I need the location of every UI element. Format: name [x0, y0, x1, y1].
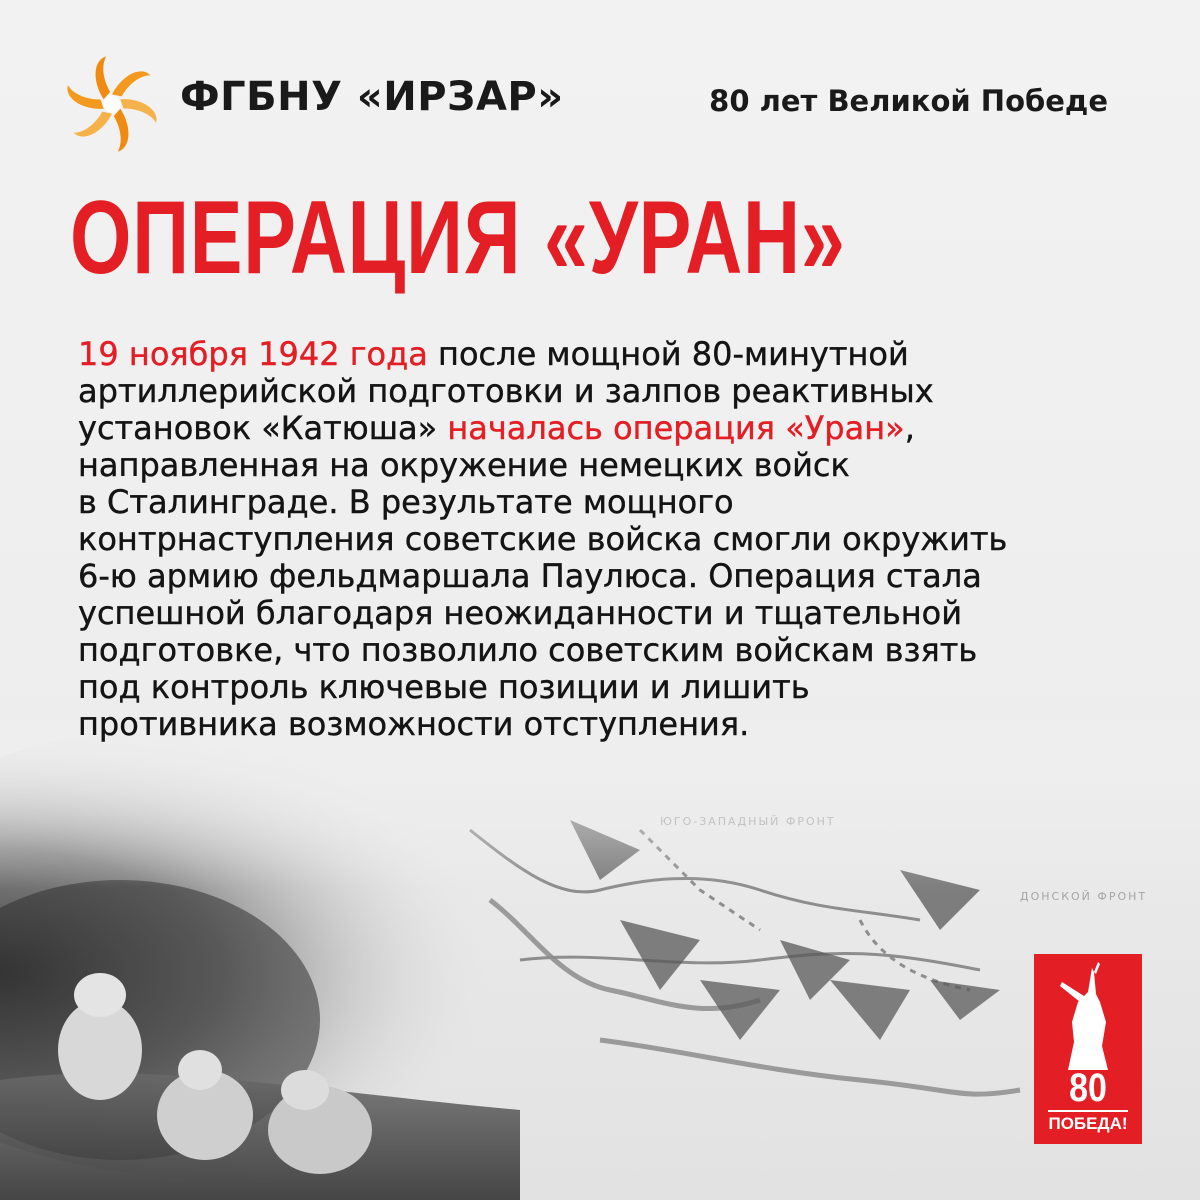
- background-map-photo: [0, 720, 1200, 1200]
- body-line: [78, 632, 1158, 669]
- badge-label: ПОБЕДА!: [1048, 1114, 1128, 1133]
- body-paragraph: [78, 336, 1158, 743]
- body-line: [78, 336, 1158, 373]
- body-text-segment: ,: [904, 409, 915, 447]
- body-text-segment: направленная на окружение немецких войск: [78, 446, 850, 484]
- body-line: [78, 521, 1158, 558]
- victory-80-badge: [1034, 954, 1142, 1144]
- body-line: [78, 410, 1158, 447]
- body-line: [78, 706, 1158, 743]
- body-line: [78, 595, 1158, 632]
- body-text-segment: артиллерийской подготовки и залпов реактивных: [78, 372, 934, 410]
- highlighted-text: 19 ноября 1942 года: [78, 335, 428, 373]
- body-text-segment: под контроль ключевые позиции и лишить: [78, 668, 810, 706]
- body-line: [78, 558, 1158, 595]
- highlighted-text: началась операция «Уран»: [447, 409, 905, 447]
- page-title: ОПЕРАЦИЯ «УРАН»: [70, 180, 846, 296]
- orange-swirl-logo-icon: [64, 56, 160, 152]
- anniversary-tagline: 80 лет Великой Победе: [709, 84, 1108, 118]
- body-text-segment: контрнаступления советские войска смогли окружить: [78, 520, 1008, 558]
- body-text-segment: установок «Катюша»: [78, 409, 448, 447]
- organization-name: ФГБНУ «ИРЗАР»: [180, 74, 564, 120]
- body-line: [78, 447, 1158, 484]
- body-text-segment: подготовке, что позволило советским войскам взять: [78, 631, 978, 669]
- body-text-segment: противника возможности отступления.: [78, 705, 750, 743]
- body-line: [78, 669, 1158, 706]
- body-line: [78, 484, 1158, 521]
- motherland-calls-statue-icon: [1048, 962, 1128, 1072]
- badge-number: 80: [1069, 1066, 1107, 1110]
- body-text-segment: в Сталинграде. В результате мощного: [78, 483, 734, 521]
- body-text-segment: после мощной 80-минутной: [427, 335, 909, 373]
- body-text-segment: успешной благодаря неожиданности и тщательной: [78, 594, 963, 632]
- body-text-segment: 6-ю армию фельдмаршала Паулюса. Операция стала: [78, 557, 982, 595]
- badge-divider: [1048, 1110, 1128, 1112]
- body-line: [78, 373, 1158, 410]
